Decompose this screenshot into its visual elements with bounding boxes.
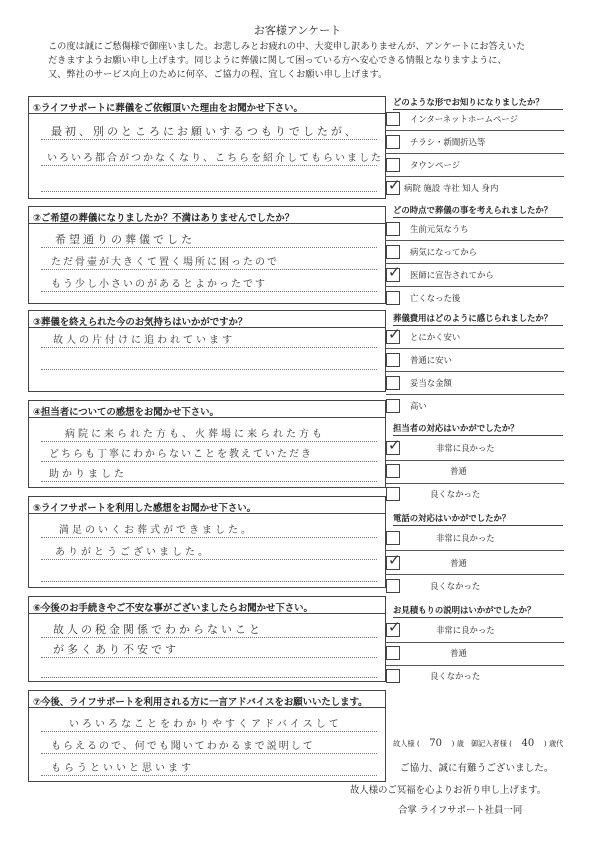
option-label: チラシ・新聞折込等 bbox=[410, 137, 486, 147]
option-checkbox-checked[interactable] bbox=[386, 176, 401, 195]
option-checkbox[interactable] bbox=[386, 135, 400, 149]
survey-section-heading: どの時点で葬儀の事を考えられましたか？ bbox=[393, 204, 563, 218]
option-checkbox[interactable] bbox=[386, 376, 400, 390]
survey-section-heading: どのような形でお知りになりましたか？ bbox=[393, 96, 563, 110]
option-label: 良くなかった bbox=[430, 671, 481, 681]
check-mark-icon: ✓ bbox=[388, 618, 401, 636]
question-7-answer-line: もらえるので、何でも聞いてわかるまで説明して bbox=[51, 741, 315, 752]
option-label: 普通 bbox=[450, 648, 467, 658]
writer-age-unit: 歳代 bbox=[548, 739, 564, 748]
question-5-answer-line: ありがとうございました。 bbox=[55, 547, 211, 558]
signature-text: 合掌 ライフサポート社員一同 bbox=[398, 805, 523, 816]
option-label: 良くなかった bbox=[430, 489, 481, 499]
option-checkbox-checked[interactable] bbox=[386, 325, 401, 344]
option-label: 非常に良かった bbox=[436, 533, 495, 543]
question-4-box bbox=[28, 400, 386, 488]
option-checkbox[interactable] bbox=[386, 669, 400, 683]
option-checkbox[interactable] bbox=[386, 353, 400, 367]
check-mark-icon: ✓ bbox=[388, 263, 401, 281]
age-row: 故人様 ( 70 ) 歳 御記入者様 ( 40 ) 歳代 bbox=[393, 738, 564, 749]
question-5-label: ⑤ライフサポートを利用した感想をお聞かせ下さい。 bbox=[29, 497, 385, 514]
question-5-answer-line: 満足のいくお葬式ができました。 bbox=[59, 525, 254, 536]
check-mark-icon: ✓ bbox=[388, 176, 401, 194]
question-7-answer-line: いろいろなことをわかりやすくアドバイスして bbox=[69, 719, 342, 730]
question-3-box bbox=[28, 310, 386, 392]
check-mark-icon: ✓ bbox=[388, 551, 401, 569]
option-checkbox-checked[interactable] bbox=[386, 263, 401, 282]
option-label: 普通に安い bbox=[410, 355, 452, 365]
question-1-answer-line: いろいろ都合がつかなくなり、こちらを紹介してもらいました bbox=[47, 153, 383, 164]
question-4-label: ④担当者についての感想をお聞かせ下さい。 bbox=[29, 401, 385, 418]
option-label: 非常に良かった bbox=[436, 443, 495, 453]
option-label: タウンページ bbox=[410, 160, 461, 170]
option-label: 病気になってから bbox=[410, 247, 477, 257]
option-checkbox[interactable] bbox=[386, 399, 400, 413]
question-6-answer-line: 故人の税金関係でわからないこと bbox=[53, 623, 263, 636]
question-4-answer-line: 助かりました bbox=[49, 469, 127, 480]
question-2-box bbox=[28, 206, 386, 304]
option-checkbox[interactable] bbox=[386, 646, 400, 660]
question-7-answer-line: もらうといいと思います bbox=[51, 763, 194, 774]
intro-line: この度は誠にご愁傷様で御座いました。お悲しみとお疲れの中、大変申し訳ありませんが、アンケートにお答えいた bbox=[48, 41, 526, 52]
option-label: 非常に良かった bbox=[436, 625, 495, 635]
option-label: 普通 bbox=[450, 466, 467, 476]
option-label: 妥当な金額 bbox=[410, 378, 452, 388]
question-1-label: ①ライフサポートに葬儀をご依頼頂いた理由をお聞かせ下さい。 bbox=[29, 97, 385, 114]
survey-section-heading: 担当者の対応はいかがでしたか？ bbox=[393, 422, 563, 436]
survey-section-heading: 葬儀費用はどのように感じられましたか？ bbox=[393, 312, 563, 326]
question-2-answer-line: ただ骨壷が大きくて置く場所に困ったので bbox=[51, 257, 279, 268]
option-checkbox[interactable] bbox=[386, 112, 400, 126]
intro-text bbox=[48, 40, 568, 82]
option-checkbox[interactable] bbox=[386, 464, 400, 478]
check-mark-icon: ✓ bbox=[388, 436, 401, 454]
intro-line: 又、弊社のサービス向上のために何卒、ご協力の程、宜しくお願い申し上げます。 bbox=[48, 69, 388, 80]
option-label: 亡くなった後 bbox=[410, 293, 461, 303]
question-6-label: ⑥今後のお手続きやご不安な事がございましたらお聞かせ下さい。 bbox=[29, 597, 385, 614]
option-label: 良くなかった bbox=[430, 581, 481, 591]
deceased-age-value[interactable]: 70 bbox=[429, 738, 443, 749]
question-1-box bbox=[28, 96, 386, 199]
question-7-label: ⑦今後、ライフサポートを利用される方に一言アドバイスをお願いいたします。 bbox=[29, 691, 385, 708]
page-title: お客様アンケート bbox=[253, 24, 342, 37]
option-label: インターネットホームページ bbox=[410, 114, 518, 124]
option-checkbox[interactable] bbox=[386, 487, 400, 501]
option-label: 普通 bbox=[450, 558, 467, 568]
survey-section-heading: 電話の対応はいかがでしたか？ bbox=[393, 512, 563, 526]
question-7-box bbox=[28, 690, 386, 782]
question-2-label: ②ご希望の葬儀になりましたか？不満はありませんでしたか？ bbox=[29, 207, 385, 224]
option-checkbox[interactable] bbox=[386, 222, 400, 236]
question-4-answer-line: 病院に来られた方も、火葬場に来られた方も bbox=[65, 429, 325, 440]
option-checkbox[interactable] bbox=[386, 291, 400, 305]
option-checkbox[interactable] bbox=[386, 158, 400, 172]
deceased-age-unit: 歳 bbox=[456, 739, 464, 748]
closing-text: 故人様のご冥福を心よりお祈り申し上げます。 bbox=[350, 785, 547, 796]
question-1-answer-line: 最初、別のところにお願いするつもりでしたが、 bbox=[51, 125, 359, 138]
option-label: とにかく安い bbox=[410, 332, 461, 342]
option-checkbox[interactable] bbox=[386, 531, 400, 545]
question-4-answer-line: どちらも丁寧にわからないことを教えていただき bbox=[49, 449, 313, 460]
option-checkbox[interactable] bbox=[386, 245, 400, 259]
option-label: 医師に宣告されてから bbox=[410, 270, 494, 280]
question-2-answer-line: 希望通りの葬儀でした bbox=[55, 233, 195, 246]
survey-section-heading: お見積もりの説明はいかがでしたか？ bbox=[393, 604, 563, 618]
thanks-text: ご協力、誠に有難うございました。 bbox=[400, 763, 554, 774]
question-5-box bbox=[28, 496, 386, 588]
option-checkbox-checked[interactable] bbox=[386, 618, 401, 637]
question-3-answer-line: 故人の片付けに追われています bbox=[53, 335, 235, 346]
option-checkbox-checked[interactable] bbox=[386, 436, 401, 455]
deceased-age-label: 故人様 bbox=[393, 739, 415, 748]
question-3-label: ③葬儀を終えられた今のお気持ちはいかがですか？ bbox=[29, 311, 385, 328]
check-mark-icon: ✓ bbox=[388, 325, 401, 343]
intro-line: だきますようお願い申し上げます。同じように葬儀に関して困っている方へ安心できる情報となりますように、 bbox=[48, 55, 507, 66]
option-checkbox[interactable] bbox=[386, 579, 400, 593]
option-label: 生前元気なうち bbox=[410, 224, 469, 234]
option-label: 病院 施設 寺社 知人 身内 bbox=[404, 183, 499, 193]
option-checkbox-checked[interactable] bbox=[386, 551, 401, 570]
writer-age-label: 御記入者様 bbox=[470, 739, 507, 748]
option-label: 高い bbox=[410, 401, 427, 411]
question-6-box bbox=[28, 596, 386, 682]
writer-age-value[interactable]: 40 bbox=[521, 738, 535, 749]
question-2-answer-line: もう少し小さいのがあるとよかったです bbox=[51, 279, 267, 290]
question-6-answer-line: が多くあり不安です bbox=[53, 643, 179, 656]
